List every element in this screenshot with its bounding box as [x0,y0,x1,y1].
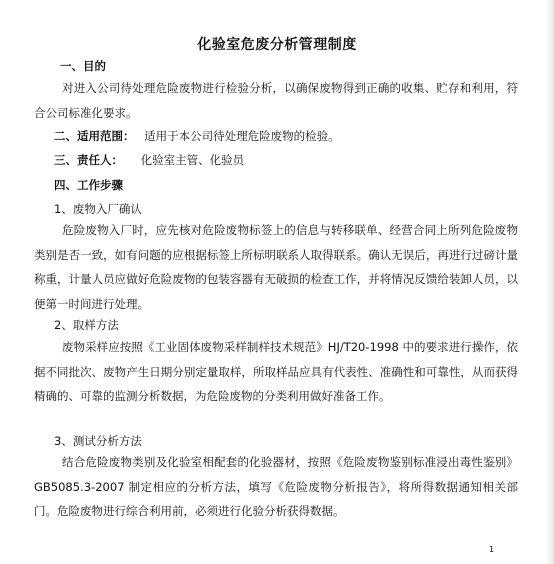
step3-heading: 3、测试分析方法 [54,434,142,448]
section-body-scope: 适用于本公司待处理危险废物的检验。 [144,129,340,143]
section-row-responsible [54,153,244,167]
step1-heading: 1、废物入厂确认 [54,202,142,216]
section-heading-scope: 二、适用范围： [54,129,135,143]
section-body-responsible: 化验室主管、化验员 [140,153,245,167]
page-number: 1 [489,545,495,554]
document-title: 化验室危废分析管理制度 [197,37,357,53]
section-body-purpose: 对进入公司待处理危险废物进行检验分析，以确保废物得到正确的收集、贮存和利用，符合公司标准化要求。 [34,81,518,120]
section-heading-purpose: 一、目的 [60,59,106,73]
step1-body: 危险废物入厂时，应先核对危险废物标签上的信息与转移联单、经营合同上所列危险废物类别是否一致，如有问题的应根据标签上所标明联系人取得联系。确认无误后，再进行过磅计量称重，计量人员应做好危险废物的包装容器有无破损的检查工作，并将情况反馈给装卸人员，以便第一时间进行处理。 [34,223,518,311]
section-heading-responsible: 三、责任人： [54,153,123,167]
step2-heading: 2、取样方法 [54,318,119,332]
section-row-scope [54,129,340,143]
section-heading-steps: 四、工作步骤 [54,178,123,192]
scan-edge-shadow [546,0,554,564]
step2-body: 废物采样应按照《工业固体废物采样制样技术规范》HJ/T20-1998 中的要求进行操作，依据不同批次、废物产生日期分别定量取样，所取样品应具有代表性、准确性和可靠性，从而获得精确的、可靠的监测分析数据，为危险废物的分类利用做好准备工作。 [34,340,518,404]
step3-body: 结合危险废物类别及化验室相配套的化验器材，按照《危险废物鉴别标准浸出毒性鉴别》GB5085.3-2007 制定相应的分析方法，填写《危险废物分析报告》，将所得数据通知相关部门。危险废物进行综合利用前，必须进行化验分析获得数据。 [34,455,518,519]
